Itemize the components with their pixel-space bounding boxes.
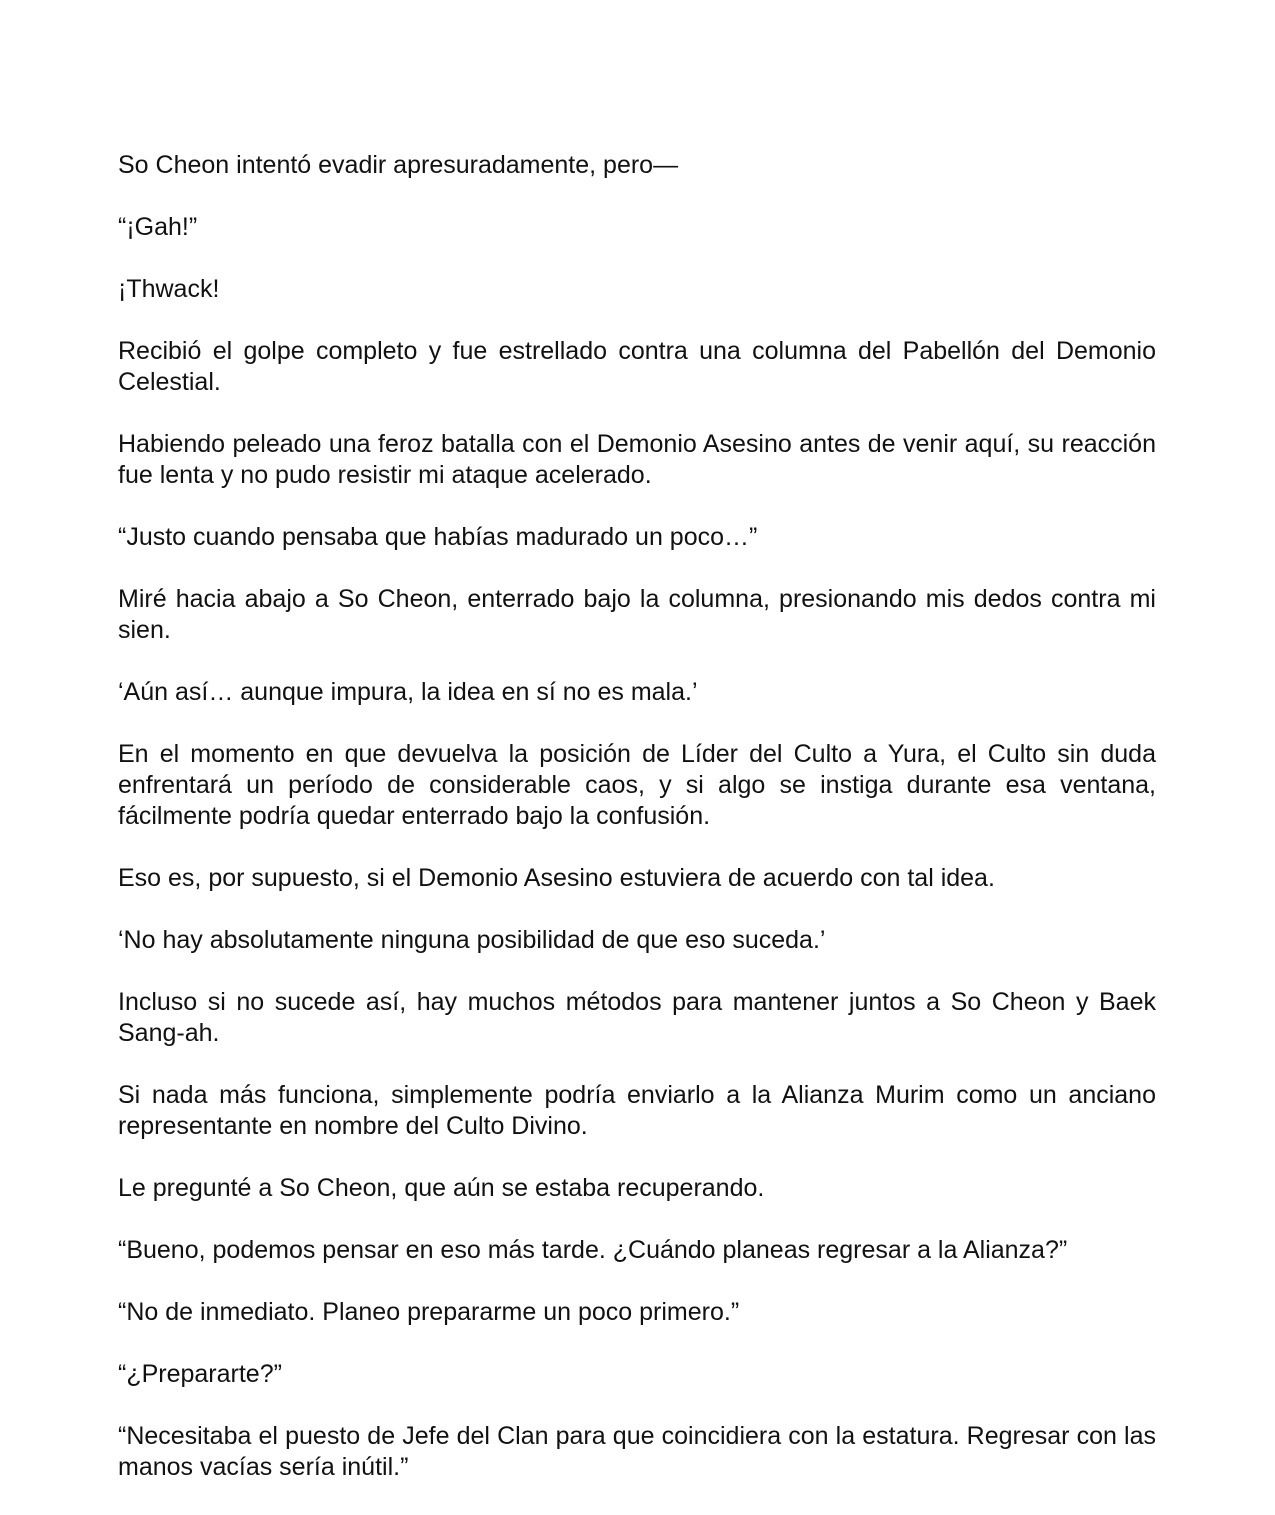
paragraph: “Bueno, podemos pensar en eso más tarde. ¿Cuándo planeas regresar a la Alianza?” [118,1236,1068,1264]
paragraph: En el momento en que devuelva la posición de Líder del Culto a Yura, el Culto sin duda enfrentará un período de considerable caos, y si algo se instiga durante esa ventana, fácilmente podría quedar enterrado bajo la confusión. [118,740,1156,830]
paragraph: Incluso si no sucede así, hay muchos métodos para mantener juntos a So Cheon y Baek Sang-ah. [118,988,1156,1047]
paragraph: Le pregunté a So Cheon, que aún se estaba recuperando. [118,1174,765,1202]
paragraph: ¡Thwack! [118,275,220,303]
paragraph: ‘No hay absolutamente ninguna posibilidad de que eso suceda.’ [118,926,826,954]
paragraph: Habiendo peleado una feroz batalla con el Demonio Asesino antes de venir aquí, su reacción fue lenta y no pudo resistir mi ataque acelerado. [118,430,1156,489]
paragraph: “Necesitaba el puesto de Jefe del Clan para que coincidiera con la estatura. Regresar con las manos vacías sería inútil.” [118,1422,1156,1481]
paragraph: Si nada más funciona, simplemente podría enviarlo a la Alianza Murim como un anciano representante en nombre del Culto Divino. [118,1081,1156,1140]
paragraph: “No de inmediato. Planeo prepararme un poco primero.” [118,1298,740,1326]
paragraph: Miré hacia abajo a So Cheon, enterrado bajo la columna, presionando mis dedos contra mi sien. [118,585,1156,644]
document-page [118,150,1156,1514]
paragraph: ‘Aún así… aunque impura, la idea en sí no es mala.’ [118,678,698,706]
paragraph: “Justo cuando pensaba que habías madurado un poco…” [118,523,758,551]
paragraph: Eso es, por supuesto, si el Demonio Asesino estuviera de acuerdo con tal idea. [118,864,995,892]
paragraph: Recibió el golpe completo y fue estrellado contra una columna del Pabellón del Demonio Celestial. [118,337,1156,396]
paragraph: “¡Gah!” [118,213,198,241]
paragraph: “¿Prepararte?” [118,1360,282,1388]
paragraph: So Cheon intentó evadir apresuradamente, pero— [118,151,679,179]
